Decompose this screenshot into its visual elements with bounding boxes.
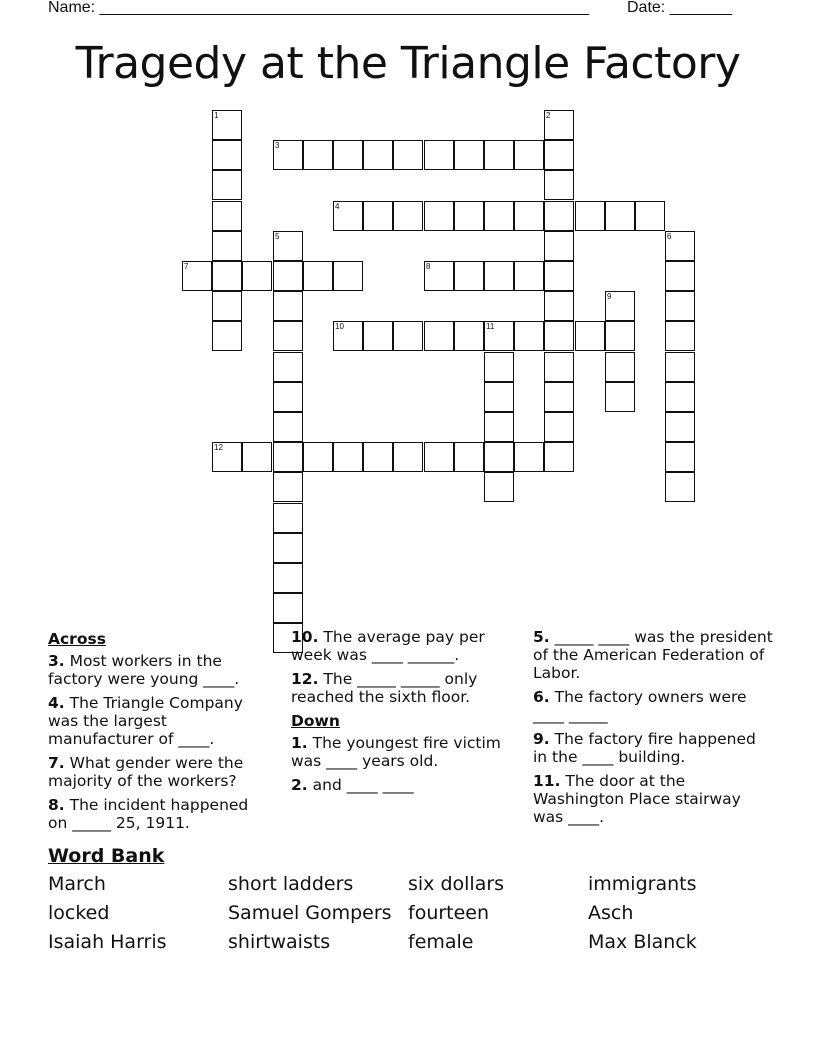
clue-number: 11. [533, 772, 561, 790]
clue-number-label: 11 [486, 322, 495, 331]
word-bank-item: locked [48, 902, 110, 924]
clue-across-4 [48, 694, 268, 748]
crossword-cell[interactable] [212, 201, 242, 231]
clue-down-9 [533, 730, 773, 766]
crossword-cell-12[interactable] [212, 442, 242, 472]
crossword-cell[interactable] [212, 261, 242, 291]
crossword-cell[interactable] [454, 321, 484, 351]
crossword-cell[interactable] [544, 231, 574, 261]
crossword-cell[interactable] [454, 201, 484, 231]
crossword-cell-10[interactable] [333, 321, 363, 351]
date-field-label: Date: _______ [627, 0, 732, 16]
crossword-cell-4[interactable] [333, 201, 363, 231]
name-field-label: Name: _______________________________________________________ [48, 0, 589, 16]
crossword-cell-6[interactable] [665, 231, 695, 261]
clue-down-5 [533, 628, 773, 682]
crossword-cell[interactable] [484, 442, 514, 472]
crossword-cell[interactable] [665, 261, 695, 291]
clue-number-label: 10 [335, 322, 344, 331]
clue-number: 10. [291, 628, 319, 646]
crossword-cell[interactable] [544, 261, 574, 291]
crossword-cell[interactable] [424, 321, 454, 351]
clue-text: Most workers in the factory were young ____. [48, 652, 240, 688]
word-bank-item: March [48, 873, 106, 895]
clue-number-label: 5 [275, 232, 280, 241]
crossword-cell[interactable] [484, 382, 514, 412]
crossword-cell[interactable] [514, 442, 544, 472]
clue-number-label: 2 [546, 111, 551, 120]
word-bank-item: female [408, 931, 474, 953]
crossword-cell[interactable] [665, 352, 695, 382]
crossword-cell[interactable] [273, 472, 303, 502]
crossword-cell[interactable] [242, 261, 272, 291]
crossword-cell[interactable] [242, 442, 272, 472]
clues-column-2 [291, 628, 511, 800]
word-bank-item: fourteen [408, 902, 490, 924]
crossword-cell[interactable] [514, 321, 544, 351]
word-bank-item: shirtwaists [228, 931, 331, 953]
crossword-cell[interactable] [273, 261, 303, 291]
clue-number: 12. [291, 670, 319, 688]
crossword-cell[interactable] [544, 412, 574, 442]
crossword-cell[interactable] [273, 352, 303, 382]
crossword-cell[interactable] [605, 382, 635, 412]
crossword-cell[interactable] [575, 321, 605, 351]
crossword-cell[interactable] [635, 201, 665, 231]
crossword-cell[interactable] [665, 291, 695, 321]
crossword-cell[interactable] [484, 352, 514, 382]
word-bank-item: Samuel Gompers [228, 902, 392, 924]
word-bank-item: immigrants [588, 873, 697, 895]
crossword-cell[interactable] [393, 321, 423, 351]
clue-text: The average pay per week was ____ ______. [291, 628, 485, 664]
word-bank-title: Word Bank [48, 845, 165, 867]
crossword-cell[interactable] [484, 201, 514, 231]
clues-column-1 [48, 628, 268, 838]
clue-across-7 [48, 754, 268, 790]
clue-number-label: 12 [214, 443, 223, 452]
clue-number-label: 4 [335, 202, 340, 211]
clue-number-label: 1 [214, 111, 219, 120]
clue-across-8 [48, 796, 268, 832]
clue-number: 5. [533, 628, 550, 646]
crossword-cell[interactable] [514, 140, 544, 170]
clue-text: What gender were the majority of the workers? [48, 754, 244, 790]
crossword-cell[interactable] [484, 261, 514, 291]
crossword-cell-1[interactable] [212, 110, 242, 140]
crossword-cell[interactable] [333, 261, 363, 291]
crossword-cell[interactable] [665, 321, 695, 351]
clue-number: 1. [291, 734, 308, 752]
crossword-cell[interactable] [484, 140, 514, 170]
crossword-cell-2[interactable] [544, 110, 574, 140]
crossword-cell[interactable] [273, 412, 303, 442]
crossword-cell[interactable] [544, 352, 574, 382]
crossword-cell[interactable] [303, 261, 333, 291]
clue-number: 3. [48, 652, 65, 670]
clue-text: and ____ ____ [312, 776, 414, 794]
crossword-cell[interactable] [454, 261, 484, 291]
crossword-cell[interactable] [273, 533, 303, 563]
crossword-cell[interactable] [605, 321, 635, 351]
crossword-cell[interactable] [212, 321, 242, 351]
clue-across-12 [291, 670, 511, 706]
crossword-cell[interactable] [454, 442, 484, 472]
crossword-cell[interactable] [484, 412, 514, 442]
crossword-cell[interactable] [273, 321, 303, 351]
crossword-cell[interactable] [212, 140, 242, 170]
crossword-cell[interactable] [665, 442, 695, 472]
crossword-cell[interactable] [544, 291, 574, 321]
crossword-cell[interactable] [273, 442, 303, 472]
crossword-cell[interactable] [333, 140, 363, 170]
crossword-cell[interactable] [393, 140, 423, 170]
crossword-cell[interactable] [333, 442, 363, 472]
crossword-cell[interactable] [273, 563, 303, 593]
clue-number-label: 8 [426, 262, 431, 271]
clue-text: _____ ____ was the president of the American Federation of Labor. [533, 628, 773, 682]
crossword-cell[interactable] [454, 140, 484, 170]
clue-number-label: 6 [667, 232, 672, 241]
clue-text: The factory fire happened in the ____ building. [533, 730, 756, 766]
crossword-cell-11[interactable] [484, 321, 514, 351]
crossword-cell[interactable] [544, 140, 574, 170]
crossword-cell[interactable] [605, 352, 635, 382]
clue-number: 6. [533, 688, 550, 706]
crossword-cell-7[interactable] [182, 261, 212, 291]
crossword-cell[interactable] [363, 442, 393, 472]
crossword-cell[interactable] [273, 382, 303, 412]
clue-text: The youngest fire victim was ____ years old. [291, 734, 501, 770]
crossword-cell-3[interactable] [273, 140, 303, 170]
word-bank-item: Asch [588, 902, 634, 924]
crossword-cell[interactable] [212, 170, 242, 200]
crossword-cell[interactable] [514, 261, 544, 291]
clue-text: The factory owners were ____ _____ [533, 688, 747, 724]
clue-number: 8. [48, 796, 65, 814]
clue-across-10 [291, 628, 511, 664]
crossword-cell[interactable] [544, 201, 574, 231]
crossword-cell[interactable] [484, 472, 514, 502]
clue-number: 4. [48, 694, 65, 712]
clue-text: The door at the Washington Place stairway was ____. [533, 772, 741, 826]
crossword-cell[interactable] [424, 140, 454, 170]
crossword-cell[interactable] [363, 321, 393, 351]
clue-down-6 [533, 688, 773, 724]
crossword-cell[interactable] [665, 472, 695, 502]
crossword-cell[interactable] [212, 291, 242, 321]
crossword-cell[interactable] [514, 201, 544, 231]
crossword-cell-8[interactable] [424, 261, 454, 291]
crossword-cell[interactable] [212, 231, 242, 261]
crossword-cell[interactable] [544, 321, 574, 351]
word-bank-item: six dollars [408, 873, 505, 895]
crossword-cell[interactable] [575, 201, 605, 231]
clue-number-label: 3 [275, 141, 280, 150]
clue-across-3 [48, 652, 268, 688]
crossword-cell[interactable] [363, 201, 393, 231]
clue-number: 2. [291, 776, 308, 794]
clue-text: The _____ _____ only reached the sixth floor. [291, 670, 478, 706]
word-bank-item: Isaiah Harris [48, 931, 167, 953]
crossword-cell[interactable] [393, 442, 423, 472]
crossword-cell[interactable] [303, 442, 333, 472]
clue-down-2 [291, 776, 511, 794]
crossword-cell[interactable] [424, 201, 454, 231]
crossword-cell[interactable] [544, 170, 574, 200]
clue-down-1 [291, 734, 511, 770]
word-bank-item: short ladders [228, 873, 354, 895]
crossword-cell[interactable] [363, 140, 393, 170]
clue-number: 9. [533, 730, 550, 748]
crossword-cell[interactable] [273, 291, 303, 321]
crossword-cell[interactable] [424, 442, 454, 472]
crossword-cell[interactable] [273, 593, 303, 623]
word-bank-item: Max Blanck [588, 931, 697, 953]
crossword-cell[interactable] [605, 201, 635, 231]
clue-number: 7. [48, 754, 65, 772]
clue-down-11 [533, 772, 773, 826]
clue-number-label: 7 [184, 262, 189, 271]
crossword-cell-5[interactable] [273, 231, 303, 261]
clue-text: The Triangle Company was the largest manufacturer of ____. [48, 694, 243, 748]
down-heading: Down [291, 712, 340, 730]
across-heading: Across [48, 630, 106, 648]
page-title: Tragedy at the Triangle Factory [75, 38, 741, 89]
clue-number-label: 9 [607, 292, 612, 301]
word-bank [48, 873, 768, 953]
crossword-cell[interactable] [303, 140, 333, 170]
crossword-cell[interactable] [544, 442, 574, 472]
crossword-cell[interactable] [393, 201, 423, 231]
clues-column-3 [533, 628, 773, 832]
crossword-cell[interactable] [273, 503, 303, 533]
crossword-cell[interactable] [544, 382, 574, 412]
crossword-cell[interactable] [665, 382, 695, 412]
crossword-cell-9[interactable] [605, 291, 635, 321]
clue-text: The incident happened on _____ 25, 1911. [48, 796, 249, 832]
crossword-cell[interactable] [665, 412, 695, 442]
